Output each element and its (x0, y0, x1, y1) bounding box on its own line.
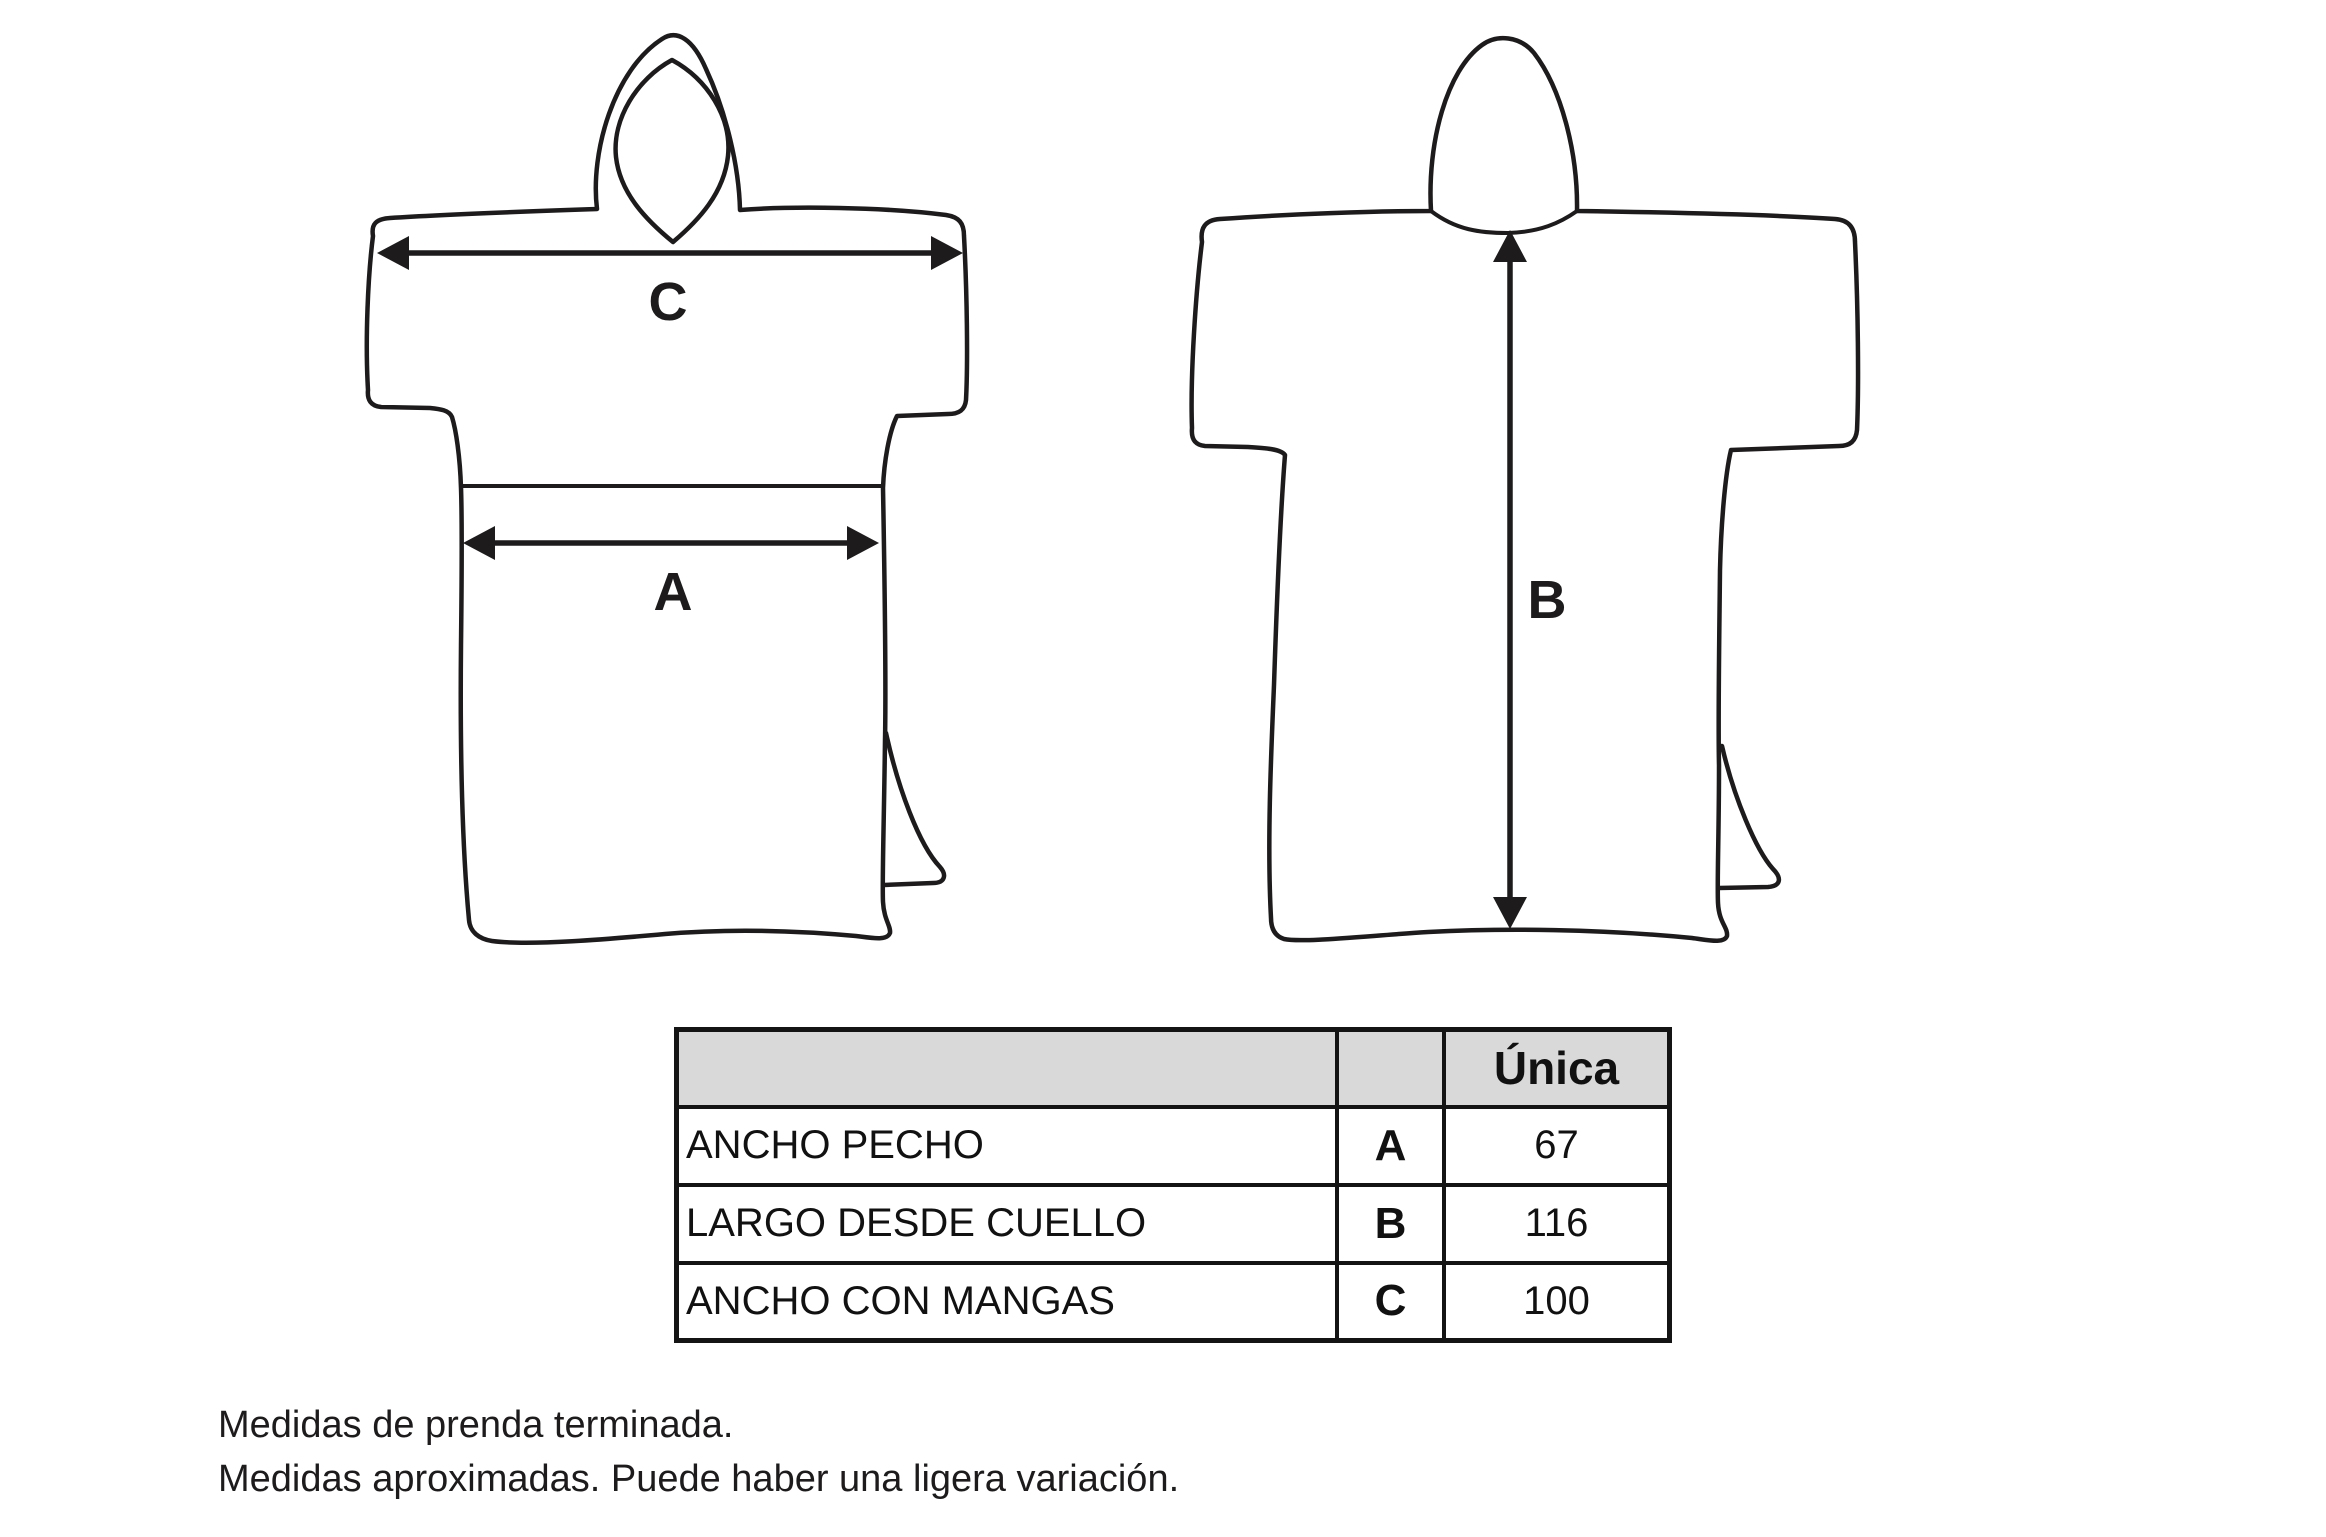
garment-back-outline (1192, 38, 1858, 941)
garment-back-view (1192, 38, 1858, 941)
garment-front-view (367, 35, 967, 942)
header-empty-letter-cell (1337, 1030, 1444, 1107)
header-empty-label-cell (677, 1030, 1338, 1107)
footnotes (218, 1398, 1179, 1506)
footnote-line-1: Medidas de prenda terminada. (218, 1404, 734, 1446)
table-header-row (677, 1030, 1670, 1107)
measure-label: ANCHO CON MANGAS (677, 1263, 1338, 1341)
measure-value: 116 (1444, 1185, 1670, 1263)
label-b: B (1527, 570, 1567, 630)
arrow-a-left-head (463, 526, 495, 560)
measure-value: 100 (1444, 1263, 1670, 1341)
arrow-c-left-head (377, 236, 409, 270)
measure-value: 67 (1444, 1107, 1670, 1185)
label-a: A (653, 562, 693, 622)
garment-front-outline (367, 35, 967, 942)
label-c: C (648, 272, 688, 332)
measure-letter: B (1337, 1185, 1444, 1263)
measure-letter: C (1337, 1263, 1444, 1341)
table-row (677, 1107, 1670, 1185)
measure-label: LARGO DESDE CUELLO (677, 1185, 1338, 1263)
back-neckline (1431, 211, 1577, 233)
measure-label: ANCHO PECHO (677, 1107, 1338, 1185)
arrow-a (463, 526, 879, 560)
front-side-flap (884, 733, 944, 885)
arrow-b (1493, 230, 1527, 929)
size-table (674, 1027, 1672, 1343)
arrow-b-bottom-head (1493, 897, 1527, 929)
header-size-cell: Única (1444, 1030, 1670, 1107)
table-row (677, 1263, 1670, 1341)
table-row (677, 1185, 1670, 1263)
back-side-flap (1719, 746, 1779, 888)
measure-letter: A (1337, 1107, 1444, 1185)
arrow-a-right-head (847, 526, 879, 560)
footnote-line-2: Medidas aproximadas. Puede haber una ligera variación. (218, 1458, 1180, 1500)
arrow-c-right-head (931, 236, 963, 270)
